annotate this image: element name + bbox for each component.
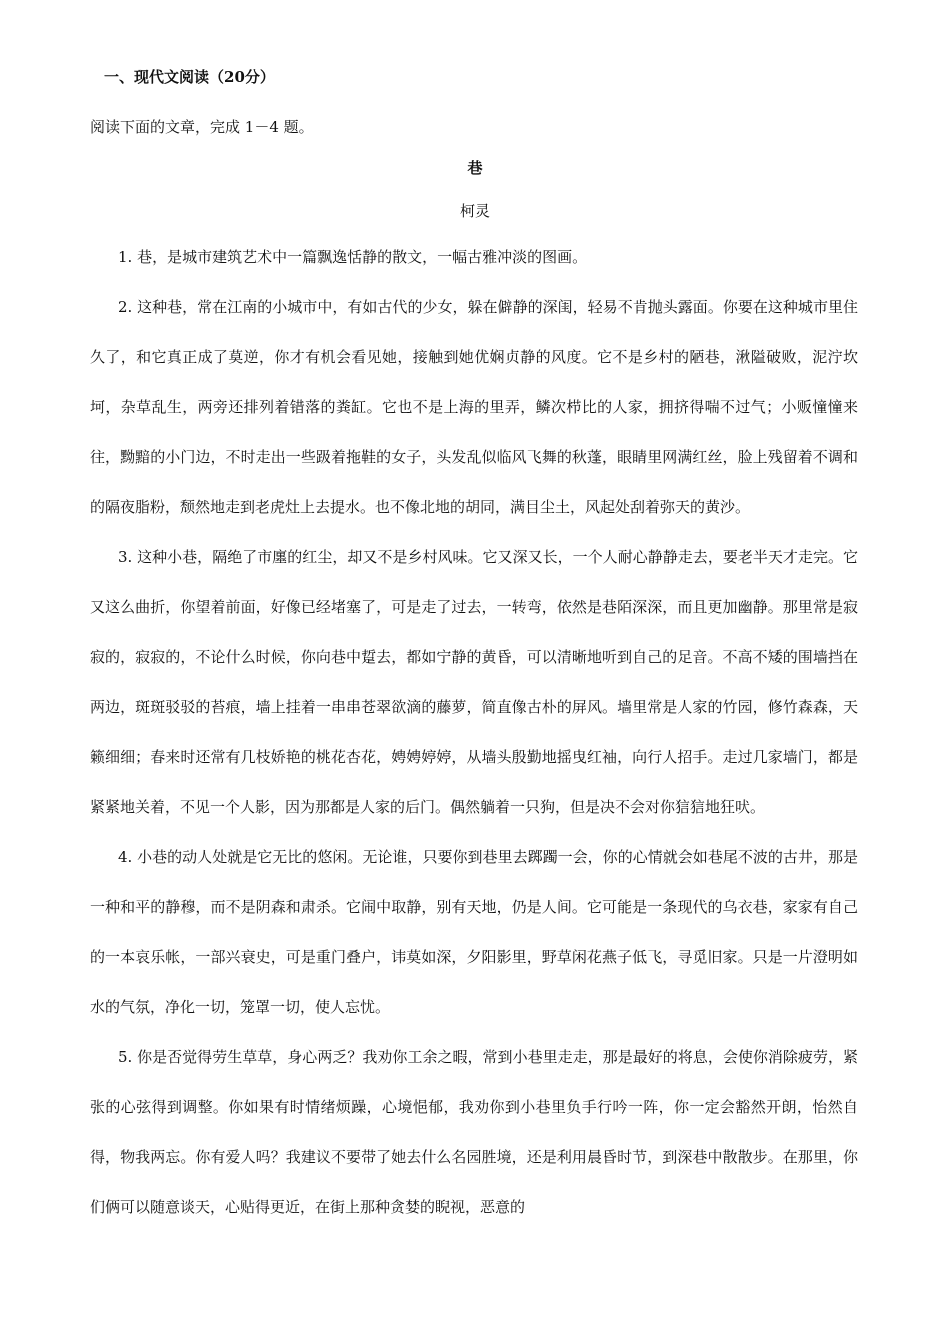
paragraph-3: 3. 这种小巷，隔绝了市廛的红尘，却又不是乡村风味。它又深又长，一个人耐心静静走去，要老半天才走完。它又这么曲折，你望着前面，好像已经堵塞了，可是走了过去，一转弯，依然是巷陌深深，而且更加幽静。那里常是寂寂的，寂寂的，不论什么时候，你向巷中踅去，都如宁静的黄昏，可以清晰地听到自己的足音。不高不矮的围墙挡在两边，斑斑驳驳的苔痕，墙上挂着一串串苍翠欲滴的藤萝，简直像古朴的屏风。墙里常是人家的竹园，修竹森森，天籁细细；春来时还常有几枝娇艳的桃花杏花，娉娉婷婷，从墙头殷勤地摇曳红袖，向行人招手。走过几家墙门，都是紧紧地关着，不见一个人影，因为那都是人家的后门。偶然躺着一只狗，但是决不会对你狺狺地狂吠。 (90, 548, 858, 816)
article-body (90, 232, 858, 1232)
paragraph-1: 1. 巷，是城市建筑艺术中一篇飘逸恬静的散文，一幅古雅冲淡的图画。 (118, 248, 588, 266)
reading-instruction: 阅读下面的文章，完成 1－4 题。 (90, 118, 314, 136)
article-author: 柯灵 (459, 202, 490, 220)
paragraph-5: 5. 你是否觉得劳生草草，身心两乏？我劝你工余之暇，常到小巷里走走，那是最好的将息，会使你消除疲劳，紧张的心弦得到调整。你如果有时情绪烦躁，心境悒郁，我劝你到小巷里负手行吟一阵，你一定会豁然开朗，怡然自得，物我两忘。你有爱人吗？我建议不要带了她去什么名园胜境，还是利用晨昏时节，到深巷中散散步。在那里，你们俩可以随意谈天，心贴得更近，在街上那种贪婪的睨视，恶意的 (90, 1048, 858, 1216)
article-title: 巷 (467, 159, 483, 177)
paragraph-2: 2. 这种巷，常在江南的小城市中，有如古代的少女，躲在僻静的深闺，轻易不肯抛头露面。你要在这种城市里住久了，和它真正成了莫逆，你才有机会看见她，接触到她优娴贞静的风度。它不是乡村的陋巷，湫隘破败，泥泞坎坷，杂草乱生，两旁还排列着错落的粪缸。它也不是上海的里弄，鳞次栉比的人家，拥挤得喘不过气；小贩憧憧来往，黝黯的小门边，不时走出一些趿着拖鞋的女子，头发乱似临风飞舞的秋蓬，眼睛里网满红丝，脸上残留着不调和的隔夜脂粉，颓然地走到老虎灶上去提水。也不像北地的胡同，满目尘土，风起处刮着弥天的黄沙。 (90, 298, 858, 516)
section-title: 一、现代文阅读（20分） (104, 68, 275, 86)
paragraph-4: 4. 小巷的动人处就是它无比的悠闲。无论谁，只要你到巷里去踯躅一会，你的心情就会如巷尾不波的古井，那是一种和平的静穆，而不是阴森和肃杀。它闹中取静，别有天地，仍是人间。它可能是一条现代的乌衣巷，家家有自己的一本哀乐帐，一部兴衰史，可是重门叠户，讳莫如深，夕阳影里，野草闲花燕子低飞，寻觅旧家。只是一片澄明如水的气氛，净化一切，笼罩一切，使人忘忧。 (90, 848, 858, 1016)
